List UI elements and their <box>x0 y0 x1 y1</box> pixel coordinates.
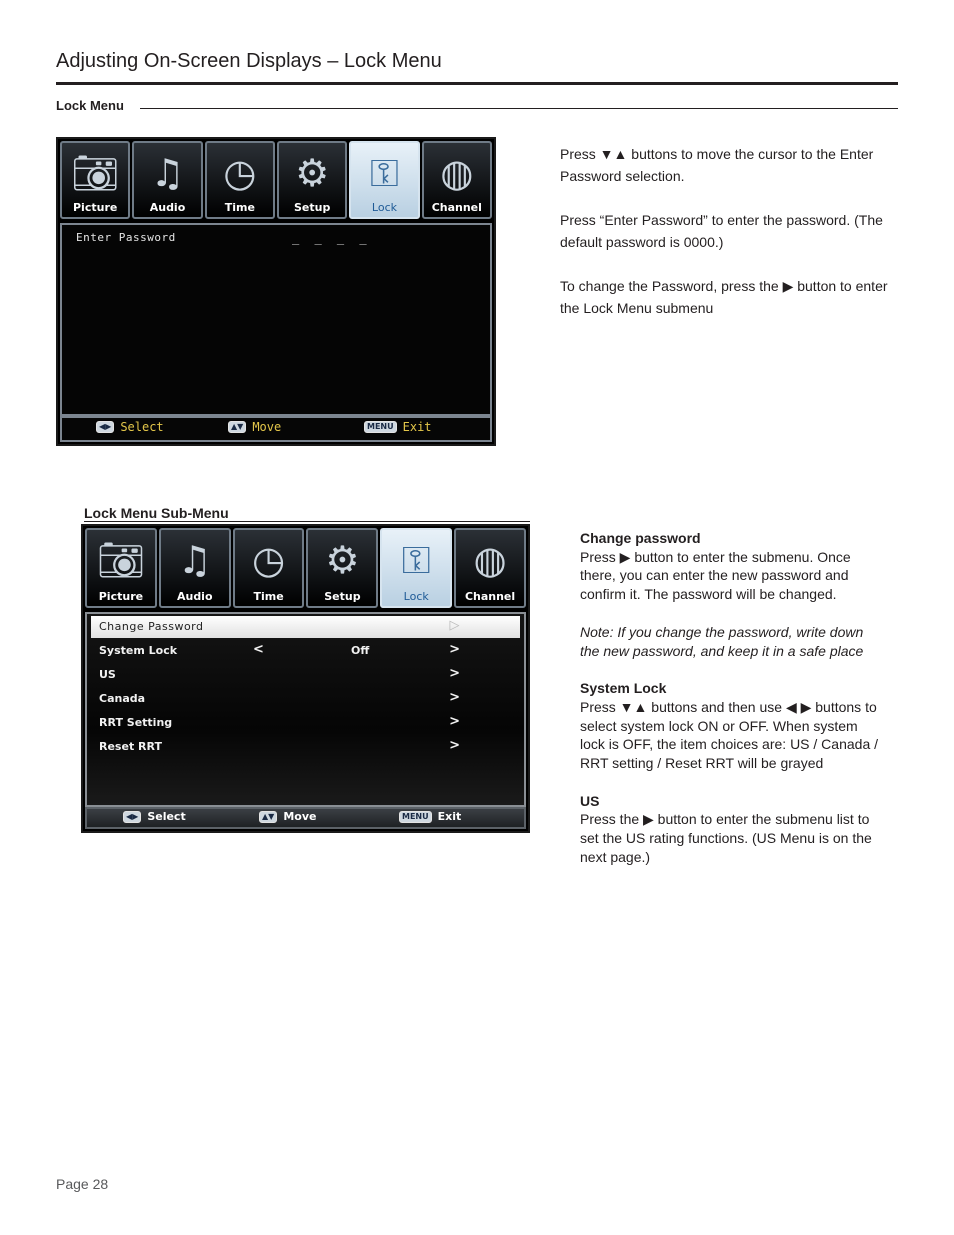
music-note-icon: ♫ <box>150 151 185 195</box>
footer-exit: MENU Exit <box>364 420 432 434</box>
clock-icon: ◷ <box>223 151 257 195</box>
tab-audio: ♫ Audio <box>159 528 231 608</box>
menu-tab-bar <box>85 528 526 608</box>
arrow-right-icon: > <box>449 738 460 753</box>
tab-picture: 📷︎ Picture <box>85 528 157 608</box>
section-heading: US <box>580 792 600 809</box>
tab-time: ◷ Time <box>205 141 275 219</box>
menu-row-canada: Canada > <box>99 690 460 705</box>
tab-setup: ⚙ Setup <box>306 528 378 608</box>
footer-select: ◀▶ Select <box>96 420 164 434</box>
camera-icon: 📷︎ <box>71 151 120 195</box>
tab-audio: ♫ Audio <box>132 141 202 219</box>
menu-row-change-password: Change Password ▷ <box>91 616 520 638</box>
globe-icon: ◍ <box>473 538 507 582</box>
menu-row-us: US > <box>99 666 460 681</box>
lock-submenu-screenshot <box>81 524 530 833</box>
key-icon: ⚿ <box>401 538 431 582</box>
arrow-right-icon: > <box>449 666 460 681</box>
page-number: Page 28 <box>56 1176 109 1192</box>
footer-exit: MENU Exit <box>399 810 461 823</box>
section-body: Press ▼▲ buttons and then use ◀ ▶ buttons to select system lock ON or OFF. When system lock is OFF, the item choices are: US / Canada / RRT setting / Reset RRT will be grayed <box>580 698 879 772</box>
menu-content-panel <box>85 612 526 807</box>
lock-menu-screenshot <box>56 137 496 446</box>
section-body: Press ▶ button to enter the submenu. Once there, you can enter the new password and confirm it. The password will be changed. <box>580 548 851 603</box>
menu-content-panel <box>60 223 492 416</box>
page-title: Adjusting On-Screen Displays – Lock Menu <box>56 50 442 72</box>
enter-password-label: Enter Password <box>76 231 176 244</box>
menu-key-icon: MENU <box>399 811 432 823</box>
music-note-icon: ♫ <box>177 538 212 582</box>
password-field: _ _ _ _ <box>292 231 371 245</box>
section-label-lock-submenu: Lock Menu Sub-Menu <box>84 505 229 521</box>
tab-setup: ⚙ Setup <box>277 141 347 219</box>
menu-footer <box>85 807 526 829</box>
menu-key-icon: MENU <box>364 421 397 433</box>
system-lock-section <box>580 679 880 773</box>
globe-icon: ◍ <box>440 151 474 195</box>
up-down-key-icon: ▲▼ <box>228 421 246 433</box>
tab-channel: ◍ Channel <box>454 528 526 608</box>
arrow-right-icon: > <box>449 642 460 657</box>
gear-icon: ⚙ <box>295 151 330 195</box>
section-rule <box>84 521 530 522</box>
arrow-left-icon: < <box>253 642 264 657</box>
footer-move: ▲▼ Move <box>259 810 316 823</box>
left-right-key-icon: ◀▶ <box>96 421 114 433</box>
arrow-right-icon: > <box>449 714 460 729</box>
menu-footer <box>60 416 492 442</box>
section-rule <box>140 108 898 109</box>
tab-lock: ⚿ Lock <box>349 141 419 219</box>
camera-icon: 📷︎ <box>96 538 146 582</box>
tab-lock: ⚿ Lock <box>380 528 452 608</box>
instruction-paragraph: To change the Password, press the ▶ button to enter the Lock Menu submenu <box>560 278 888 316</box>
key-icon: ⚿ <box>370 151 399 195</box>
lock-menu-instructions <box>560 144 898 342</box>
tab-time: ◷ Time <box>233 528 305 608</box>
footer-move: ▲▼ Move <box>228 420 281 434</box>
left-right-key-icon: ◀▶ <box>123 811 141 823</box>
note-section <box>580 623 880 660</box>
tab-channel: ◍ Channel <box>422 141 492 219</box>
section-label-lock-menu: Lock Menu <box>56 98 124 113</box>
section-heading: Change password <box>580 530 701 546</box>
menu-row-rrt-setting: RRT Setting > <box>99 714 460 729</box>
instruction-paragraph: Press “Enter Password” to enter the password. (The default password is 0000.) <box>560 212 883 250</box>
clock-icon: ◷ <box>251 538 286 582</box>
arrow-right-icon: > <box>449 690 460 705</box>
menu-tab-bar <box>60 141 492 219</box>
us-section <box>580 792 880 867</box>
section-heading: System Lock <box>580 680 667 697</box>
instruction-paragraph: Press ▼▲ buttons to move the cursor to the Enter Password selection. <box>560 146 874 184</box>
change-password-section <box>580 529 880 604</box>
menu-row-system-lock: System Lock < Off > <box>99 642 460 657</box>
lock-submenu-instructions <box>580 529 880 886</box>
section-body: Press the ▶ button to enter the submenu list to set the US rating functions. (US Menu is on the next page.) <box>580 811 872 865</box>
gear-icon: ⚙ <box>325 538 360 582</box>
tab-picture: 📷︎ Picture <box>60 141 130 219</box>
footer-select: ◀▶ Select <box>123 810 186 823</box>
up-down-key-icon: ▲▼ <box>259 811 277 823</box>
system-lock-value: Off <box>351 644 370 657</box>
menu-row-reset-rrt: Reset RRT > <box>99 738 460 753</box>
arrow-right-icon: ▷ <box>449 618 460 633</box>
title-rule <box>56 82 898 85</box>
note-text: Note: If you change the password, write down the new password, and keep it in a safe place <box>580 623 864 659</box>
